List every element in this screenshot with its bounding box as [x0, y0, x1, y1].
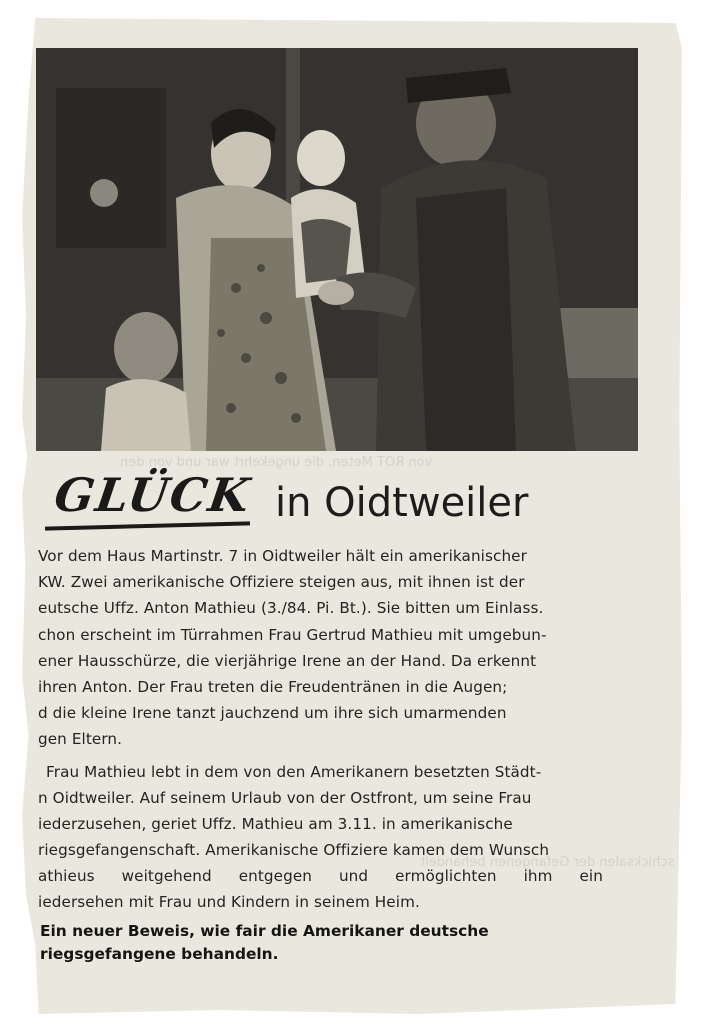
newspaper-photo: [36, 48, 638, 451]
article-line: ener Hausschürze, die vierjährige Irene an der Hand. Da erkennt: [38, 651, 537, 670]
article-line: riegsgefangenschaft. Amerikanische Offiziere kamen dem Wunsch: [38, 841, 550, 860]
bleed-through-text-2: schicksalen der Gefangenen behandelt: [420, 855, 675, 870]
headline: [45, 468, 645, 536]
headline-underline: [45, 521, 250, 530]
article-line: chon erscheint im Türrahmen Frau Gertrud Mathieu mit umgebun-: [38, 625, 547, 644]
article-line: Frau Mathieu lebt in dem von den Amerikanern besetzten Städt-: [46, 762, 542, 781]
bold-line: Ein neuer Beweis, wie fair die Amerikaner deutsche: [40, 922, 489, 940]
article-line: gen Eltern.: [38, 730, 123, 749]
article-line: athieus weitgehend entgegen und ermöglichten ihm ein: [38, 867, 603, 886]
article-line: iedersehen mit Frau und Kindern in seinem Heim.: [38, 893, 420, 912]
article-line: iederzusehen, geriet Uffz. Mathieu am 3.11. in amerikanische: [38, 814, 513, 833]
article-line: KW. Zwei amerikanische Offiziere steigen aus, mit ihnen ist der: [38, 573, 525, 592]
article-line: Vor dem Haus Martinstr. 7 in Oidtweiler hält ein amerikanischer: [38, 547, 527, 565]
article-line: n Oidtweiler. Auf seinem Urlaub von der Ostfront, um seine Frau: [38, 788, 532, 807]
photo-family-soldier-icon: [36, 48, 638, 451]
headline-script-word: GLÜCK: [51, 468, 255, 522]
bleed-through-text: von ROT Meten, die ungekehrt war und von den: [120, 455, 433, 470]
article-line: ihren Anton. Der Frau treten die Freudentränen in die Augen;: [38, 677, 508, 696]
headline-rest: in Oidtweiler: [275, 480, 529, 526]
bold-statement: [40, 920, 650, 966]
article-body: [38, 543, 644, 916]
article-line: d die kleine Irene tanzt jauchzend um ihre sich umarmenden: [38, 704, 507, 723]
article-line: eutsche Uffz. Anton Mathieu (3./84. Pi. Bt.). Sie bitten um Einlass.: [38, 599, 544, 618]
bold-line: riegsgefangene behandeln.: [40, 945, 279, 963]
